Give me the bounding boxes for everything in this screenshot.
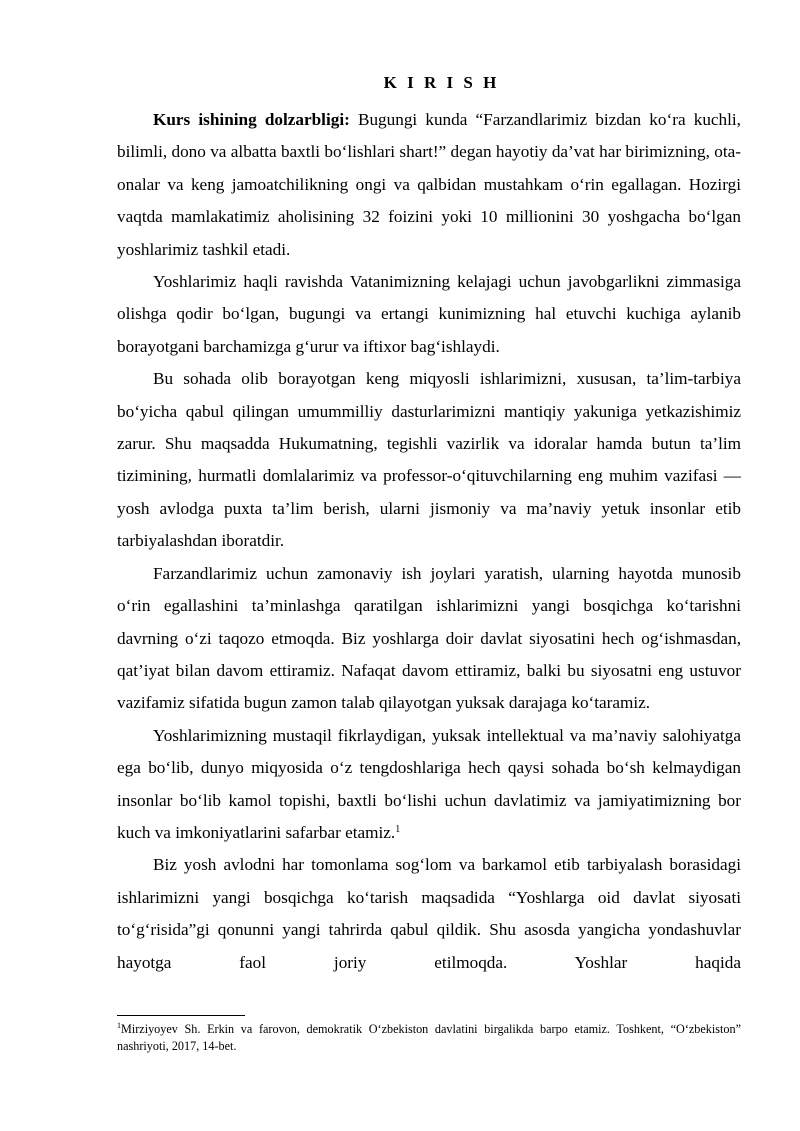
lead-heading: Kurs ishining dolzarbligi:: [153, 110, 350, 129]
paragraph: Farzandlarimiz uchun zamonaviy ish joylari yaratish, ularning hayotda munosib o‘rin egallashini ta’minlashga qaratilgan ishlarimizni yangi bosqichga ko‘tarishni davrning o‘zi taqozo etmoqda. Biz yoshlarga doir davlat siyosatini hech og‘ishmasdan, qat’iyat bilan davom ettiramiz. Nafaqat davom ettiramiz, balki bu siyosatni eng ustuvor vazifamiz sifatida bugun zamon talab qilayotgan yuksak darajaga ko‘taramiz.: [117, 563, 741, 713]
paragraph: Yoshlarimiz haqli ravishda Vatanimizning kelajagi uchun javobgarlikni zimmasiga olishga qodir bo‘lgan, bugungi va ertangi kunimizning hal etuvchi kuchiga aylanib borayotgani barchamizga g‘urur va iftixor bag‘ishlaydi.: [117, 272, 741, 356]
footnote: [117, 1021, 741, 1055]
section-title: K I R I S H: [383, 73, 500, 92]
paragraph-text: Bugungi kunda “Farzandlarimiz bizdan ko‘ra kuchli, bilimli, dono va albatta baxtli bo‘lishlari shart!” degan hayotiy da’vat har birimizning, ota-onalar va keng jamoatchilikning ongi va qalbidan mustahkam o‘rin egallagan. Hozirgi vaqtda mamlakatimiz aholisining 32 foizini yoki 10 millionini 30 yoshgacha bo‘lgan yoshlarimiz tashkil etadi.: [117, 110, 741, 259]
footnote-mark: 1: [117, 1021, 121, 1030]
body-text: [117, 104, 741, 979]
paragraph: [117, 720, 741, 850]
paragraph-text: Yoshlarimizning mustaqil fikrlaydigan, yuksak intellektual va ma’naviy salohiyatga ega bo‘lib, dunyo miqyosida o‘z tengdoshlariga hech qaysi sohada bo‘sh kelmaydigan insonlar bo‘lib kamol topishi, baxtli bo‘lishi uchun davlatimiz va jamiyatimizning bor kuch va imkoniyatlarini safarbar etamiz.: [117, 725, 741, 842]
footnote-reference[interactable]: 1: [395, 823, 401, 835]
paragraph: Biz yosh avlodni har tomonlama sog‘lom va barkamol etib tarbiyalash borasidagi ishlarimizni yangi bosqichga ko‘tarish maqsadida “Yoshlarga oid davlat siyosati to‘g‘risida”gi qonunni yangi tahrirda qabul qildik. Shu asosda yangicha yondashuvlar hayotga faol joriy etilmoqda. Yoshlar haqida: [117, 855, 741, 972]
footnote-divider: [117, 1015, 245, 1016]
paragraph: Bu sohada olib borayotgan keng miqyosli ishlarimizni, xususan, ta’lim-tarbiya bo‘yicha qabul qilingan umummilliy dasturlarimizni mantiqiy yakuniga yetkazishimiz zarur. Shu maqsadda Hukumatning, tegishli vazirlik va idoralar hamda butun ta’lim tizimining, hurmatli domlalarimiz va professor-o‘qituvchilarning eng muhim vazifasi — yosh avlodga puxta ta’lim berish, ularni jismoniy va ma’naviy yetuk insonlar etib tarbiyalashdan iboratdir.: [117, 369, 741, 551]
footnote-text: Mirziyoyev Sh. Erkin va farovon, demokratik O‘zbekiston davlatini birgalikda barpo etamiz. Toshkent, “O‘zbekiston” nashriyoti, 2017, 14-bet.: [117, 1022, 741, 1053]
paragraph-relevance: [117, 104, 741, 266]
